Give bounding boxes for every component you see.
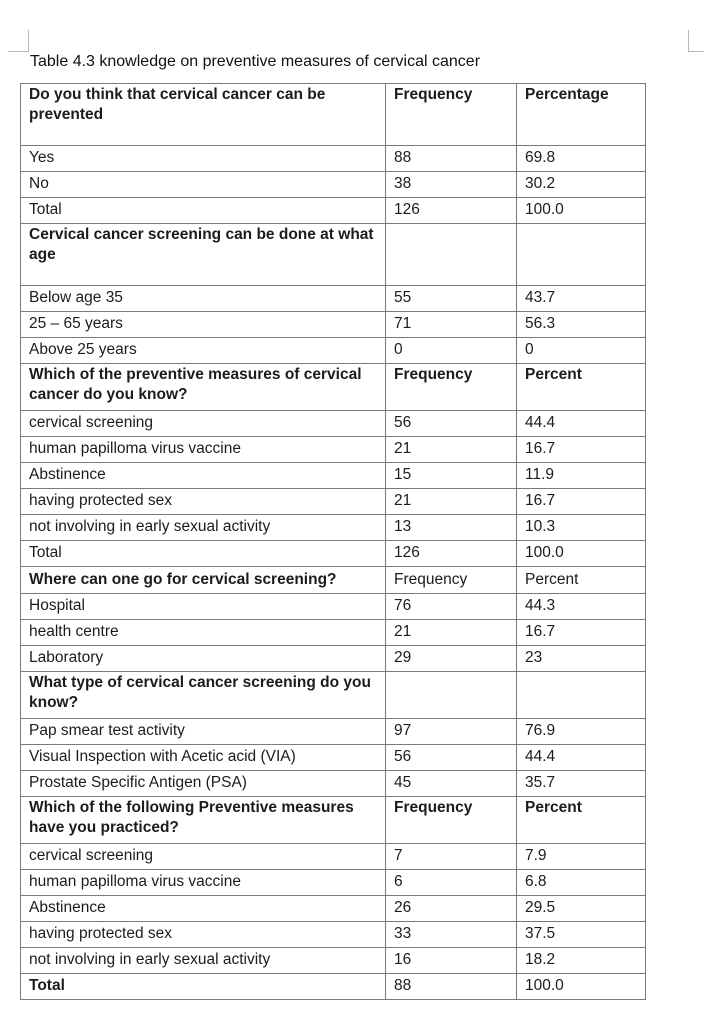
cell-percent: 44.4 — [517, 411, 646, 437]
cell-frequency — [386, 224, 517, 286]
cell-label: cervical screening — [21, 844, 386, 870]
cell-label: human papilloma virus vaccine — [21, 870, 386, 896]
cell-frequency: 29 — [386, 646, 517, 672]
table-row — [21, 896, 646, 922]
cell-frequency: Frequency — [386, 84, 517, 146]
table-row — [21, 719, 646, 745]
cell-percent: 37.5 — [517, 922, 646, 948]
table-row — [21, 437, 646, 463]
cell-label: health centre — [21, 620, 386, 646]
cell-percent: Percent — [517, 364, 646, 411]
cell-frequency: 21 — [386, 620, 517, 646]
cell-percent: 100.0 — [517, 541, 646, 567]
question-row — [21, 672, 646, 719]
table-row — [21, 646, 646, 672]
cell-frequency: 16 — [386, 948, 517, 974]
cell-percent: 16.7 — [517, 437, 646, 463]
cell-label: 25 – 65 years — [21, 312, 386, 338]
cell-frequency — [386, 672, 517, 719]
cell-frequency: 13 — [386, 515, 517, 541]
question-row — [21, 84, 646, 146]
cell-label: Yes — [21, 146, 386, 172]
cell-percent: 44.3 — [517, 594, 646, 620]
cell-percent: 69.8 — [517, 146, 646, 172]
table-row — [21, 198, 646, 224]
cell-frequency: Frequency — [386, 364, 517, 411]
cell-percent — [517, 672, 646, 719]
cell-label: Below age 35 — [21, 286, 386, 312]
table-row — [21, 594, 646, 620]
table-row — [21, 338, 646, 364]
cell-frequency: 88 — [386, 146, 517, 172]
table-row — [21, 844, 646, 870]
table-row — [21, 948, 646, 974]
cell-label: not involving in early sexual activity — [21, 515, 386, 541]
table-row — [21, 771, 646, 797]
cell-percent: 16.7 — [517, 620, 646, 646]
cell-percent: 0 — [517, 338, 646, 364]
cell-label: Hospital — [21, 594, 386, 620]
cell-frequency: 71 — [386, 312, 517, 338]
cell-frequency: 6 — [386, 870, 517, 896]
cell-frequency: 56 — [386, 745, 517, 771]
table-row — [21, 172, 646, 198]
crop-mark-right — [688, 30, 689, 51]
crop-mark-left — [28, 30, 29, 52]
cell-label: Total — [21, 541, 386, 567]
cell-label: Pap smear test activity — [21, 719, 386, 745]
cell-frequency: 126 — [386, 541, 517, 567]
table-body — [21, 84, 646, 1000]
cell-percent: 56.3 — [517, 312, 646, 338]
cell-label: Above 25 years — [21, 338, 386, 364]
cell-label: What type of cervical cancer screening do you know? — [21, 672, 386, 719]
cell-label: human papilloma virus vaccine — [21, 437, 386, 463]
cell-frequency: 38 — [386, 172, 517, 198]
cell-frequency: 126 — [386, 198, 517, 224]
cell-percent: Percent — [517, 567, 646, 594]
cell-percent: Percent — [517, 797, 646, 844]
cell-frequency: 76 — [386, 594, 517, 620]
cell-frequency: 33 — [386, 922, 517, 948]
cell-label: Total — [21, 198, 386, 224]
cell-label: Prostate Specific Antigen (PSA) — [21, 771, 386, 797]
cell-percent: 44.4 — [517, 745, 646, 771]
question-row — [21, 364, 646, 411]
cell-frequency: Frequency — [386, 797, 517, 844]
cell-label: Which of the following Preventive measures have you practiced? — [21, 797, 386, 844]
question-row — [21, 567, 646, 594]
cell-percent: 29.5 — [517, 896, 646, 922]
cell-label: Visual Inspection with Acetic acid (VIA) — [21, 745, 386, 771]
cell-label: not involving in early sexual activity — [21, 948, 386, 974]
cell-label: Cervical cancer screening can be done at what age — [21, 224, 386, 286]
cell-frequency: 0 — [386, 338, 517, 364]
table-row — [21, 312, 646, 338]
cell-frequency: 55 — [386, 286, 517, 312]
cell-label: Abstinence — [21, 896, 386, 922]
cell-percent: 30.2 — [517, 172, 646, 198]
table-row — [21, 489, 646, 515]
cell-frequency: 88 — [386, 974, 517, 1000]
table-caption: Table 4.3 knowledge on preventive measures of cervical cancer — [30, 53, 481, 70]
cell-label: Abstinence — [21, 463, 386, 489]
cell-percent: Percentage — [517, 84, 646, 146]
cell-frequency: 15 — [386, 463, 517, 489]
cell-frequency: 56 — [386, 411, 517, 437]
cell-percent: 100.0 — [517, 198, 646, 224]
table-row — [21, 463, 646, 489]
table-row — [21, 745, 646, 771]
cell-percent — [517, 224, 646, 286]
cell-label: Where can one go for cervical screening? — [21, 567, 386, 594]
knowledge-table — [20, 83, 646, 1000]
cell-frequency: 97 — [386, 719, 517, 745]
cell-percent: 18.2 — [517, 948, 646, 974]
cell-label: Total — [21, 974, 386, 1000]
cell-percent: 76.9 — [517, 719, 646, 745]
cell-frequency: Frequency — [386, 567, 517, 594]
cell-percent: 10.3 — [517, 515, 646, 541]
cell-frequency: 45 — [386, 771, 517, 797]
table-row — [21, 620, 646, 646]
table-row — [21, 922, 646, 948]
table-row — [21, 541, 646, 567]
cell-percent: 11.9 — [517, 463, 646, 489]
table-row — [21, 870, 646, 896]
cell-percent: 6.8 — [517, 870, 646, 896]
cell-frequency: 21 — [386, 437, 517, 463]
table-row — [21, 286, 646, 312]
crop-mark-right — [688, 51, 704, 52]
cell-percent: 16.7 — [517, 489, 646, 515]
cell-percent: 100.0 — [517, 974, 646, 1000]
cell-percent: 43.7 — [517, 286, 646, 312]
question-row — [21, 797, 646, 844]
table-row — [21, 515, 646, 541]
cell-percent: 23 — [517, 646, 646, 672]
question-row — [21, 224, 646, 286]
cell-percent: 7.9 — [517, 844, 646, 870]
cell-percent: 35.7 — [517, 771, 646, 797]
cell-label: cervical screening — [21, 411, 386, 437]
cell-label: Which of the preventive measures of cervical cancer do you know? — [21, 364, 386, 411]
table-row — [21, 146, 646, 172]
cell-label: having protected sex — [21, 922, 386, 948]
table-row — [21, 974, 646, 1000]
cell-frequency: 21 — [386, 489, 517, 515]
crop-mark-left — [8, 51, 29, 52]
cell-label: Laboratory — [21, 646, 386, 672]
cell-label: having protected sex — [21, 489, 386, 515]
table-row — [21, 411, 646, 437]
cell-label: No — [21, 172, 386, 198]
cell-frequency: 26 — [386, 896, 517, 922]
cell-label: Do you think that cervical cancer can be prevented — [21, 84, 386, 146]
cell-frequency: 7 — [386, 844, 517, 870]
